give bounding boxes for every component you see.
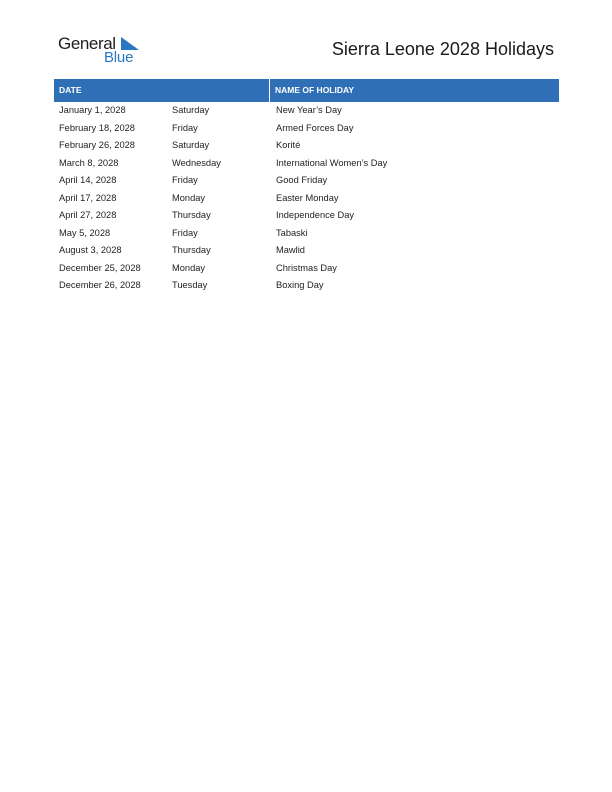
column-header-date: DATE bbox=[54, 79, 270, 102]
holiday-weekday: Monday bbox=[172, 192, 206, 203]
logo-word-general: General bbox=[58, 34, 116, 53]
table-row bbox=[54, 260, 559, 278]
column-header-holiday-name: NAME OF HOLIDAY bbox=[275, 85, 355, 95]
page-title: Sierra Leone 2028 Holidays bbox=[331, 39, 554, 59]
holiday-table bbox=[54, 79, 559, 295]
holiday-name: Boxing Day bbox=[276, 280, 324, 290]
holiday-weekday: Monday bbox=[172, 262, 206, 273]
holiday-name: International Women’s Day bbox=[276, 157, 388, 168]
holiday-date: January 1, 2028 bbox=[59, 105, 126, 115]
holiday-date: August 3, 2028 bbox=[59, 245, 122, 255]
holiday-name: Armed Forces Day bbox=[276, 122, 354, 133]
holiday-date: April 17, 2028 bbox=[59, 192, 117, 203]
holiday-date: April 27, 2028 bbox=[59, 210, 117, 220]
table-row bbox=[54, 137, 559, 155]
holiday-name: Christmas Day bbox=[276, 262, 337, 273]
table-header bbox=[54, 79, 559, 102]
holiday-name: New Year’s Day bbox=[276, 105, 342, 115]
table-row bbox=[54, 172, 559, 190]
table-row bbox=[54, 225, 559, 243]
holiday-name: Korité bbox=[276, 140, 301, 150]
table-row bbox=[54, 277, 559, 295]
holiday-weekday: Thursday bbox=[172, 210, 211, 220]
holiday-weekday: Friday bbox=[172, 227, 198, 238]
holiday-date: May 5, 2028 bbox=[59, 227, 111, 238]
holiday-name: Tabaski bbox=[276, 227, 308, 238]
holiday-date: February 26, 2028 bbox=[59, 140, 135, 150]
holiday-weekday: Thursday bbox=[172, 245, 211, 255]
holiday-name: Mawlid bbox=[276, 245, 305, 255]
holiday-date: March 8, 2028 bbox=[59, 157, 119, 168]
table-row bbox=[54, 102, 559, 120]
table-row bbox=[54, 207, 559, 225]
holiday-weekday: Tuesday bbox=[172, 280, 208, 290]
table-row bbox=[54, 120, 559, 138]
holiday-weekday: Saturday bbox=[172, 140, 210, 150]
holiday-name: Easter Monday bbox=[276, 192, 339, 203]
holiday-name: Independence Day bbox=[276, 210, 355, 220]
holiday-date: February 18, 2028 bbox=[59, 122, 135, 133]
table-row bbox=[54, 242, 559, 260]
holiday-name: Good Friday bbox=[276, 175, 328, 185]
holiday-weekday: Wednesday bbox=[172, 157, 221, 168]
table-row bbox=[54, 155, 559, 173]
holiday-weekday: Friday bbox=[172, 122, 198, 133]
logo bbox=[58, 34, 148, 68]
holiday-weekday: Friday bbox=[172, 175, 198, 185]
table-row bbox=[54, 190, 559, 208]
holiday-date: December 25, 2028 bbox=[59, 262, 141, 273]
holiday-weekday: Saturday bbox=[172, 105, 210, 115]
holiday-date: April 14, 2028 bbox=[59, 175, 117, 185]
logo-word-blue: Blue bbox=[104, 49, 134, 66]
holiday-date: December 26, 2028 bbox=[59, 280, 141, 290]
